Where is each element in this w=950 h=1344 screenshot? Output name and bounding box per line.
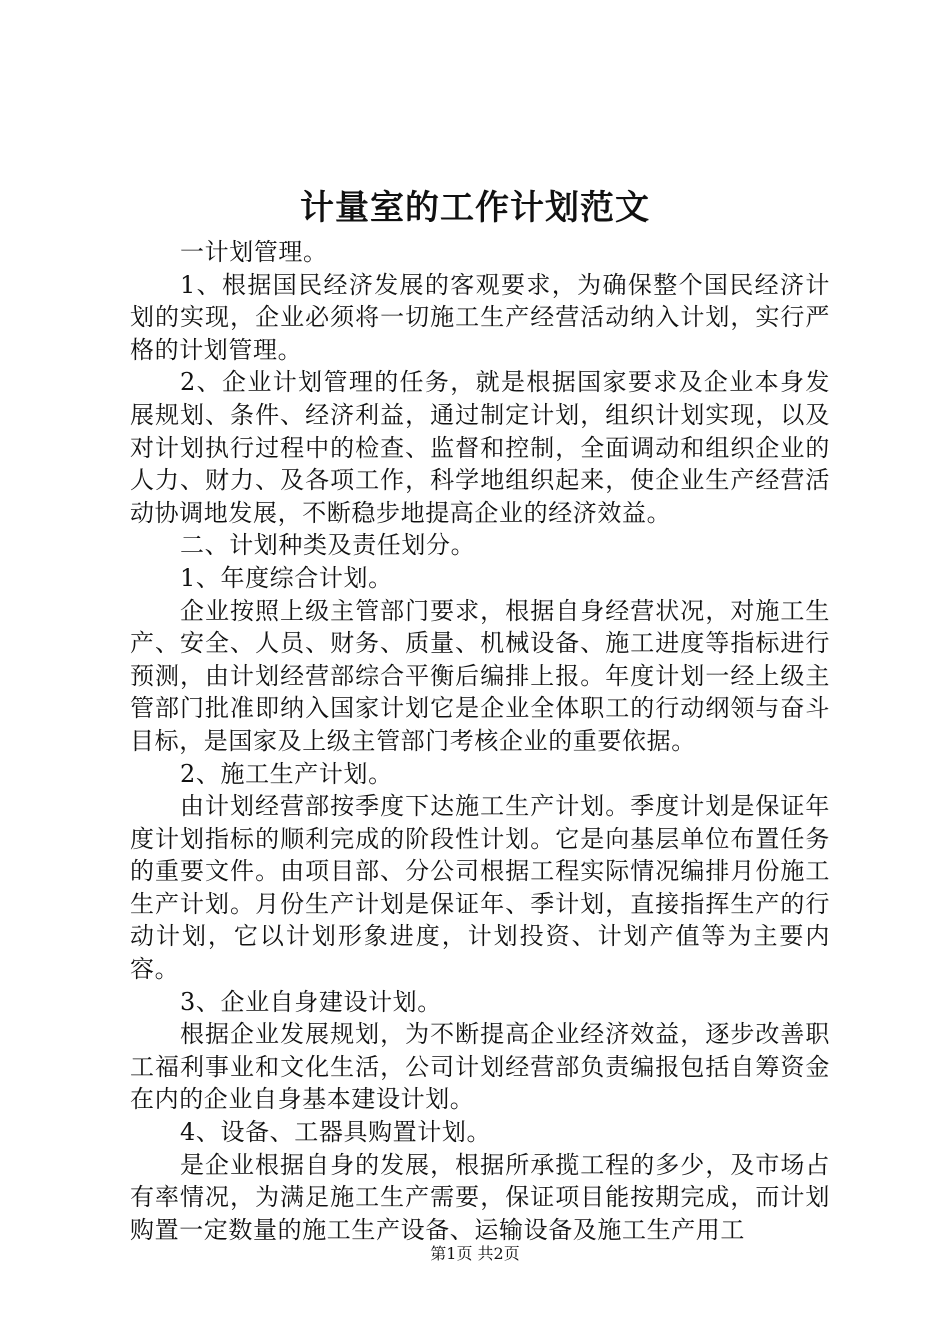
paragraph: 1、年度综合计划。 bbox=[180, 563, 393, 592]
document-body bbox=[130, 236, 830, 1246]
paragraph: 2、企业计划管理的任务，就是根据国家要求及企业本身发展规划、条件、经济利益，通过制定计划，组织计划实现，以及对计划执行过程中的检查、监督和控制，全面调动和组织企业的人力、财力、及各项工作，科学地组织起来，使企业生产经营活动协调地发展，不断稳步地提高企业的经济效益。 bbox=[130, 368, 830, 527]
paragraph: 是企业根据自身的发展，根据所承揽工程的多少，及市场占有率情况，为满足施工生产需要，保证项目能按期完成，而计划购置一定数量的施工生产设备、运输设备及施工生产用工 bbox=[130, 1150, 830, 1244]
paragraph: 企业按照上级主管部门要求，根据自身经营状况，对施工生产、安全、人员、财务、质量、机械设备、施工进度等指标进行预测，由计划经营部综合平衡后编排上报。年度计划一经上级主管部门批准即纳入国家计划它是企业全体职工的行动纲领与奋斗目标，是国家及上级主管部门考核企业的重要依据。 bbox=[130, 596, 830, 755]
paragraph: 根据企业发展规划，为不断提高企业经济效益，逐步改善职工福利事业和文化生活，公司计划经营部负责编报包括自筹资金在内的企业自身基本建设计划。 bbox=[130, 1020, 830, 1114]
paragraph: 1、根据国民经济发展的客观要求，为确保整个国民经济计划的实现，企业必须将一切施工生产经营活动纳入计划，实行严格的计划管理。 bbox=[130, 270, 830, 364]
paragraph: 2、施工生产计划。 bbox=[180, 759, 393, 788]
paragraph: 由计划经营部按季度下达施工生产计划。季度计划是保证年度计划指标的顺利完成的阶段性计划。它是向基层单位布置任务的重要文件。由项目部、分公司根据工程实际情况编排月份施工生产计划。月份生产计划是保证年、季计划，直接指挥生产的行动计划，它以计划形象进度，计划投资、计划产值等为主要内容。 bbox=[130, 792, 830, 984]
paragraph: 二、计划种类及责任划分。 bbox=[180, 531, 476, 560]
paragraph: 4、设备、工器具购置计划。 bbox=[180, 1118, 492, 1147]
paragraph: 3、企业自身建设计划。 bbox=[180, 987, 442, 1016]
page-footer: 第1页 共2页 bbox=[430, 1244, 520, 1263]
paragraph: 一计划管理。 bbox=[180, 238, 328, 266]
document-title: 计量室的工作计划范文 bbox=[300, 188, 650, 228]
